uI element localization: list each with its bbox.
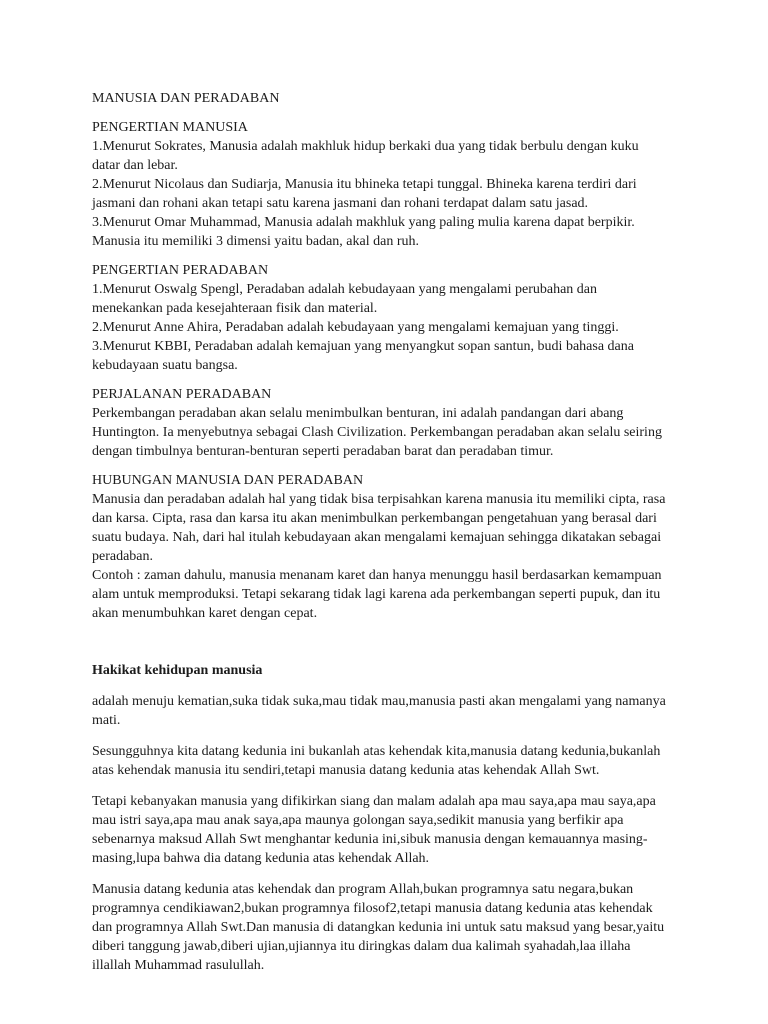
- text-line: suatu budaya. Nah, dari hal itulah kebudayaan akan mengalami kemajuan sehingga dikatakan sebagai: [92, 530, 662, 545]
- text-line: diberi tanggung jawab,diberi ujian,ujiannya itu diringkas dalam dua kalimah syahadah,laa illaha: [92, 939, 631, 954]
- text-line: akan menumbuhkan karet dengan cepat.: [92, 606, 318, 621]
- text-line: 3.Menurut KBBI, Peradaban adalah kemajuan yang menyangkut sopan santun, budi bahasa dana: [92, 339, 634, 354]
- text-line: jasmani dan rohani akan tetapi satu karena jasmani dan rohani terdapat dalam satu jasad.: [92, 196, 589, 211]
- text-line: Huntington. Ia menyebutnya sebagai Clash Civilization. Perkembangan peradaban akan selalu seiring: [92, 425, 662, 440]
- text-line: 2.Menurut Anne Ahira, Peradaban adalah kebudayaan yang mengalami kemajuan yang tinggi.: [92, 320, 619, 335]
- text-line: Manusia itu memiliki 3 dimensi yaitu badan, akal dan ruh.: [92, 234, 419, 249]
- section-heading: HUBUNGAN MANUSIA DAN PERADABAN: [92, 473, 364, 488]
- text-line: kebudayaan suatu bangsa.: [92, 358, 238, 373]
- document-page: [92, 89, 682, 975]
- text-line: menekankan pada kesejahteraan fisik dan material.: [92, 301, 378, 316]
- paragraph: [92, 792, 682, 868]
- section-pengertian-peradaban: [92, 261, 682, 375]
- text-line: Manusia datang kedunia atas kehendak dan program Allah,bukan programnya satu negara,bukan: [92, 882, 634, 897]
- text-line: sebenarnya maksud Allah Swt menghantar kedunia ini,sibuk manusia dengan kemauannya masing-: [92, 832, 648, 847]
- text-line: dengan timbulnya benturan-benturan seperti peradaban barat dan peradaban timur.: [92, 444, 554, 459]
- text-line: Tetapi kebanyakan manusia yang difikirkan siang dan malam adalah apa mau saya,apa mau saya,apa: [92, 794, 656, 809]
- paragraph: [92, 880, 682, 975]
- text-line: illallah Muhammad rasulullah.: [92, 958, 265, 973]
- section-pengertian-manusia: [92, 118, 682, 251]
- section-hakikat-kehidupan: [92, 661, 682, 975]
- text-line: Perkembangan peradaban akan selalu menimbulkan benturan, ini adalah pandangan dari abang: [92, 406, 624, 421]
- section-heading: PENGERTIAN PERADABAN: [92, 263, 269, 278]
- text-line: mau istri saya,apa mau anak saya,apa maunya golongan saya,sedikit manusia yang berfikir apa: [92, 813, 624, 828]
- text-line: dan karsa. Cipta, rasa dan karsa itu akan menimbulkan perkembangan pengetahuan yang berasal dari: [92, 511, 657, 526]
- text-line: peradaban.: [92, 549, 154, 564]
- text-line: 2.Menurut Nicolaus dan Sudiarja, Manusia itu bhineka tetapi tunggal. Bhineka karena terdiri dari: [92, 177, 637, 192]
- section-heading: PERJALANAN PERADABAN: [92, 387, 272, 402]
- text-line: datar dan lebar.: [92, 158, 178, 173]
- text-line: 1.Menurut Oswalg Spengl, Peradaban adalah kebudayaan yang mengalami perubahan dan: [92, 282, 597, 297]
- paragraph: [92, 692, 682, 730]
- text-line: Manusia dan peradaban adalah hal yang tidak bisa terpisahkan karena manusia itu memiliki cipta, rasa: [92, 492, 666, 507]
- document-title: MANUSIA DAN PERADABAN: [92, 91, 280, 106]
- text-line: atas kehendak manusia itu sendiri,tetapi manusia datang kedunia atas kehendak Allah Swt.: [92, 763, 600, 778]
- text-line: Sesungguhnya kita datang kedunia ini bukanlah atas kehendak kita,manusia datang kedunia,bukanlah: [92, 744, 661, 759]
- text-line: adalah menuju kematian,suka tidak suka,mau tidak mau,manusia pasti akan mengalami yang namanya: [92, 694, 666, 709]
- text-line: programnya cendikiawan2,bukan programnya filosof2,tetapi manusia datang kedunia atas kehendak: [92, 901, 653, 916]
- text-line: alam untuk memproduksi. Tetapi sekarang tidak lagi karena ada perkembangan seperti pupuk, dan itu: [92, 587, 661, 602]
- section-perjalanan-peradaban: [92, 385, 682, 461]
- text-line: 1.Menurut Sokrates, Manusia adalah makhluk hidup berkaki dua yang tidak berbulu dengan kuku: [92, 139, 639, 154]
- section-heading-bold: Hakikat kehidupan manusia: [92, 663, 263, 678]
- section-hubungan-manusia-peradaban: [92, 471, 682, 623]
- paragraph: [92, 742, 682, 780]
- section-heading: PENGERTIAN MANUSIA: [92, 120, 248, 135]
- text-line: dan programnya Allah Swt.Dan manusia di datangkan kedunia ini untuk satu maksud yang besar,yaitu: [92, 920, 665, 935]
- text-line: mati.: [92, 713, 121, 728]
- text-line: Contoh : zaman dahulu, manusia menanam karet dan hanya menunggu hasil berdasarkan kemampuan: [92, 568, 662, 583]
- text-line: masing,lupa bahwa dia datang kedunia atas kehendak Allah.: [92, 851, 430, 866]
- text-line: 3.Menurut Omar Muhammad, Manusia adalah makhluk yang paling mulia karena dapat berpikir.: [92, 215, 635, 230]
